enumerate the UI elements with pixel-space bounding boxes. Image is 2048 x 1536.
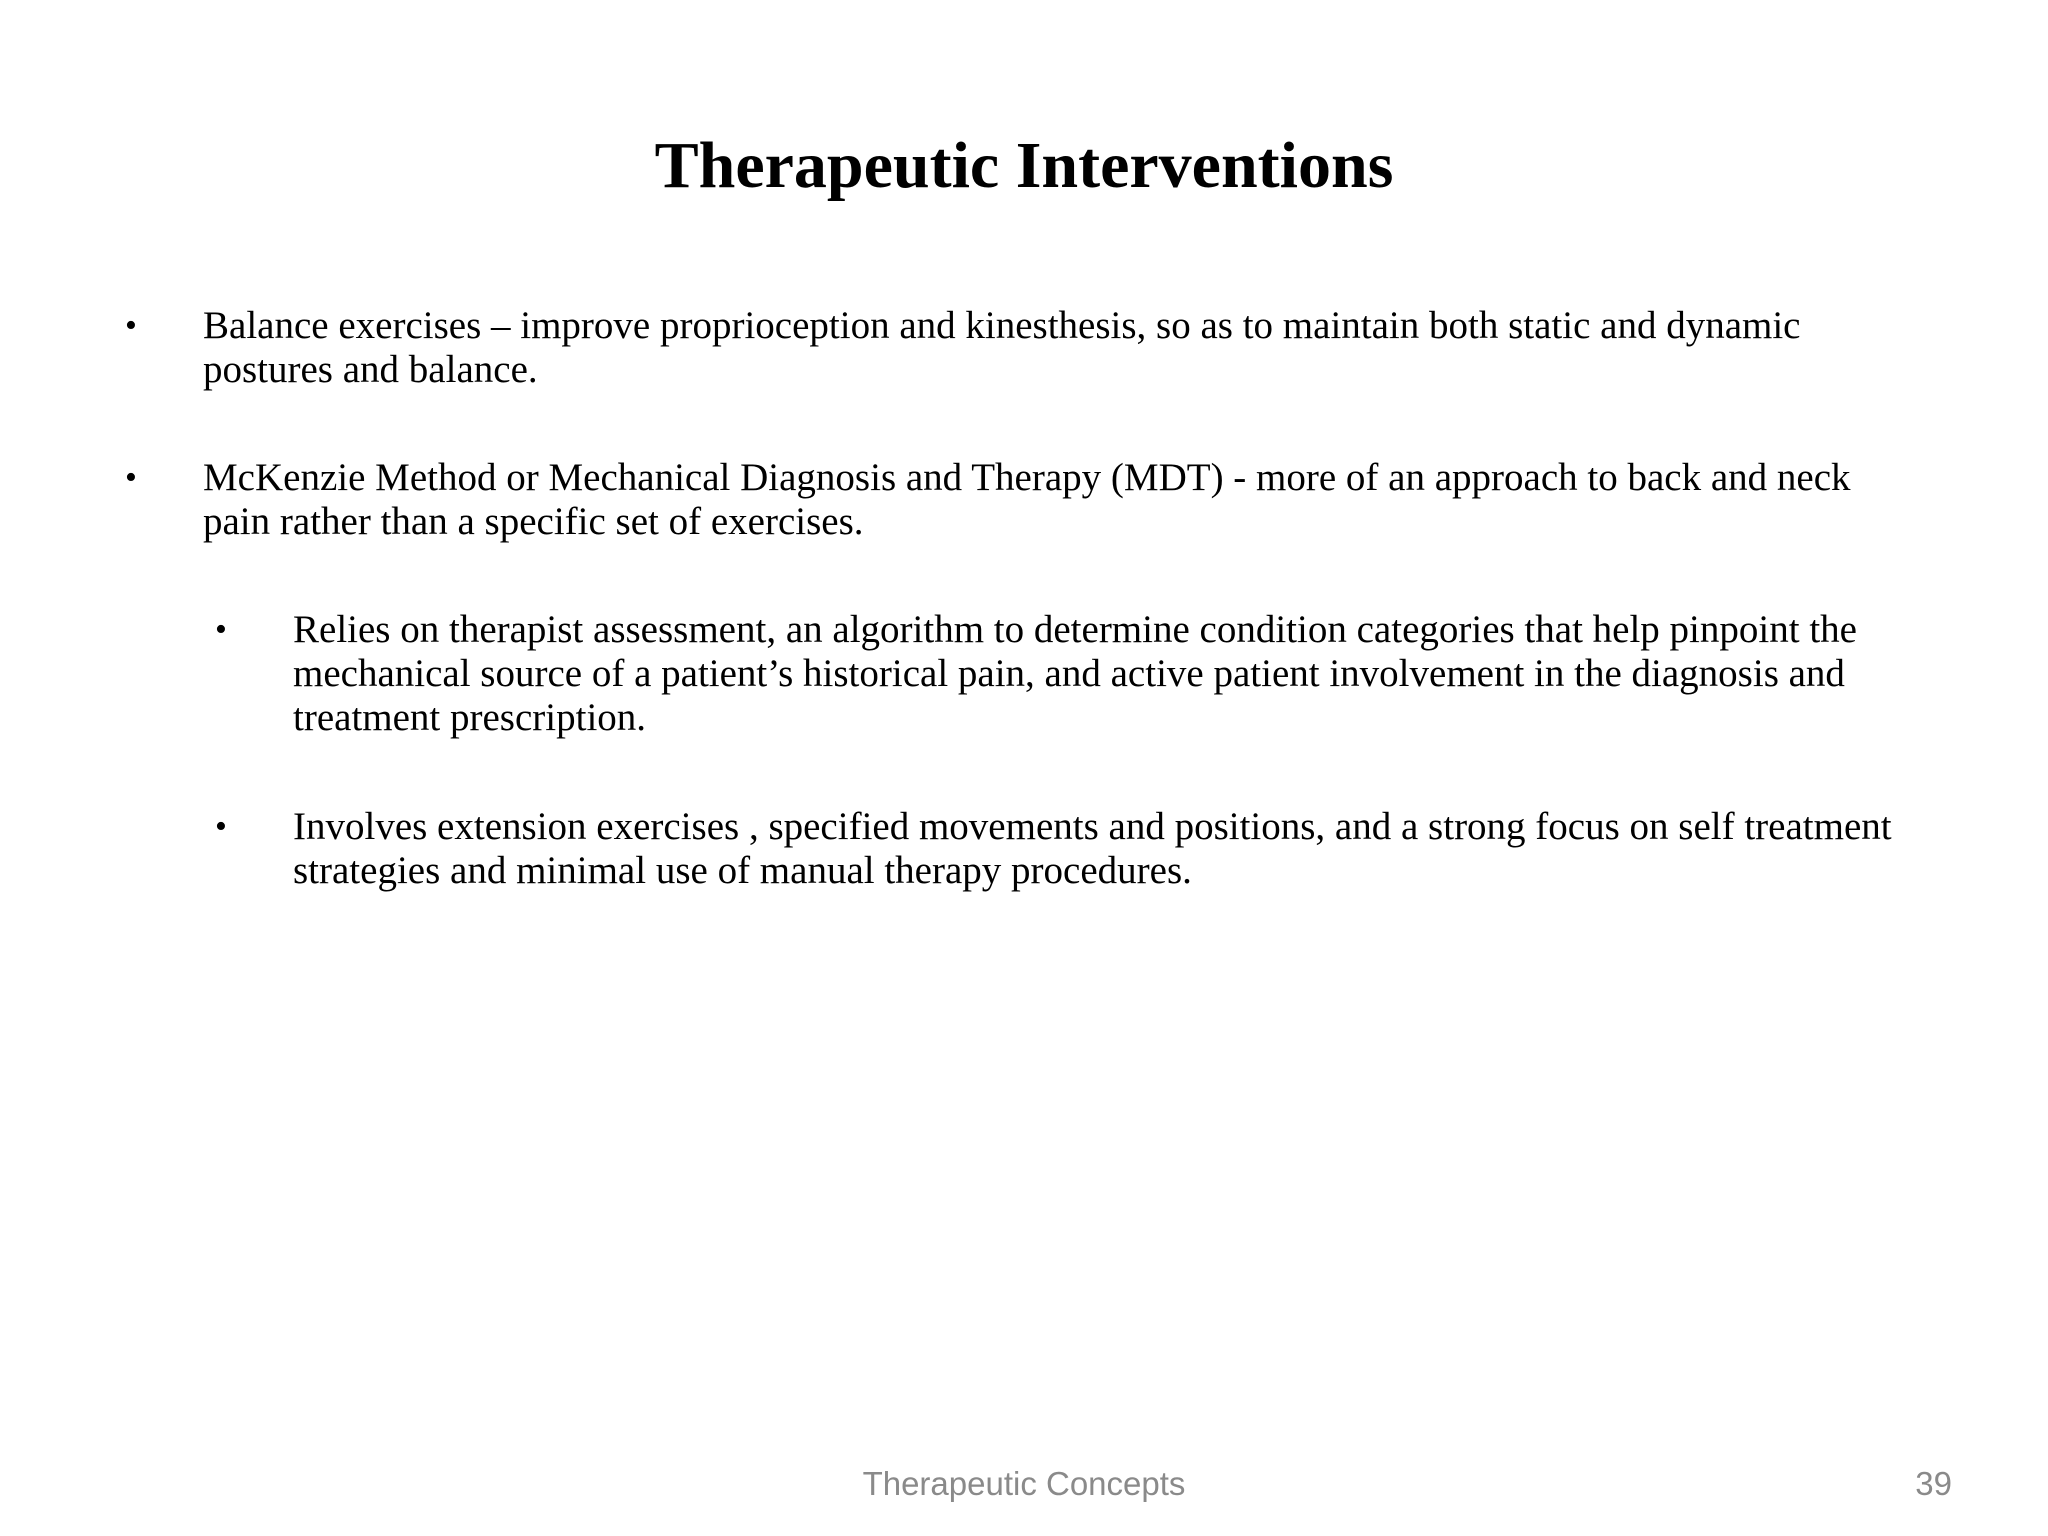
bullet-dot-icon: •	[125, 459, 137, 496]
bullet-text: McKenzie Method or Mechanical Diagnosis and Therapy (MDT) - more of an approach to back and neck pain rather than a specific set of exercises.	[203, 456, 1851, 543]
page-number: 39	[1915, 1465, 1952, 1502]
bullet-dot-icon: •	[215, 611, 227, 648]
bullet-item-mckenzie-method	[125, 456, 1923, 544]
bullet-dot-icon: •	[215, 808, 227, 845]
bullet-text: Involves extension exercises , specified movements and positions, and a strong focus on self treatment strategies and minimal use of manual therapy procedures.	[293, 805, 1892, 892]
sub-bullet-item-extension-exercises	[215, 805, 1943, 893]
bullet-text: Relies on therapist assessment, an algorithm to determine condition categories that help pinpoint the mechanical source of a patient’s historical pain, and active patient involvement in the diagnosis and treatment prescription.	[293, 608, 1857, 739]
bullet-dot-icon: •	[125, 307, 137, 344]
bullet-text: Balance exercises – improve proprioception and kinesthesis, so as to maintain both static and dynamic postures and balance.	[203, 304, 1801, 391]
sub-bullet-item-therapist-assessment	[215, 608, 1943, 740]
slide-title: Therapeutic Interventions	[654, 129, 1394, 202]
footer-label: Therapeutic Concepts	[862, 1465, 1186, 1502]
bullet-item-balance-exercises	[125, 304, 1923, 392]
